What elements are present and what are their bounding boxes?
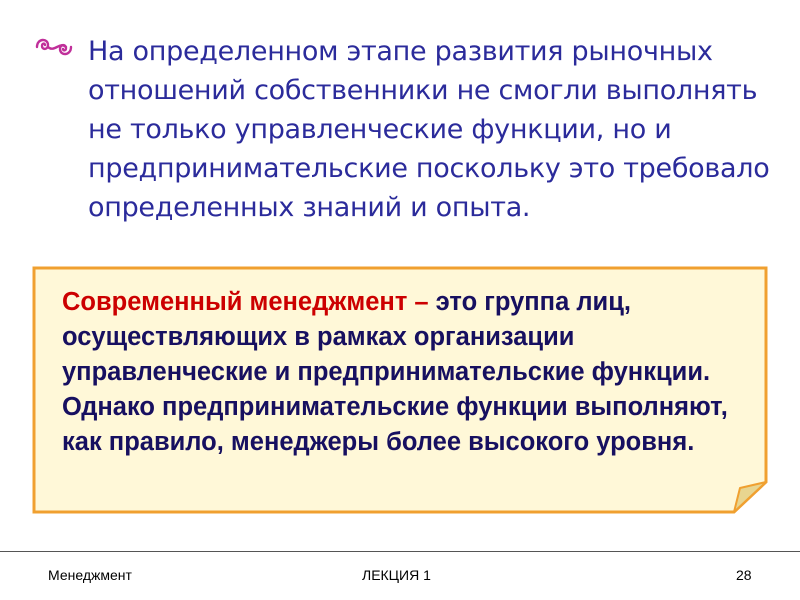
intro-paragraph: На определенном этапе развития рыночных отношений собственники не смогли выполнять не только управленческие функции, но и предпринимательские поскольку это требовало определенных знаний и опыта.	[88, 36, 770, 223]
footer-lecture: ЛЕКЦИЯ 1	[362, 567, 431, 583]
definition-term: Современный менеджмент	[62, 288, 408, 316]
footer-course: Менеджмент	[48, 567, 132, 583]
ornamental-scroll-icon	[34, 34, 74, 60]
definition-text	[62, 285, 762, 460]
footer-divider	[0, 551, 800, 552]
page-number: 28	[736, 567, 752, 583]
definition-note	[32, 266, 768, 514]
definition-dash: –	[407, 288, 436, 316]
definition-body: это группа лиц, осуществляющих в рамках организации управленческие и предпринимательские функции. Однако предпринимательские функции выполняют, как правило, менеджеры более высокого уровня.	[62, 288, 728, 456]
